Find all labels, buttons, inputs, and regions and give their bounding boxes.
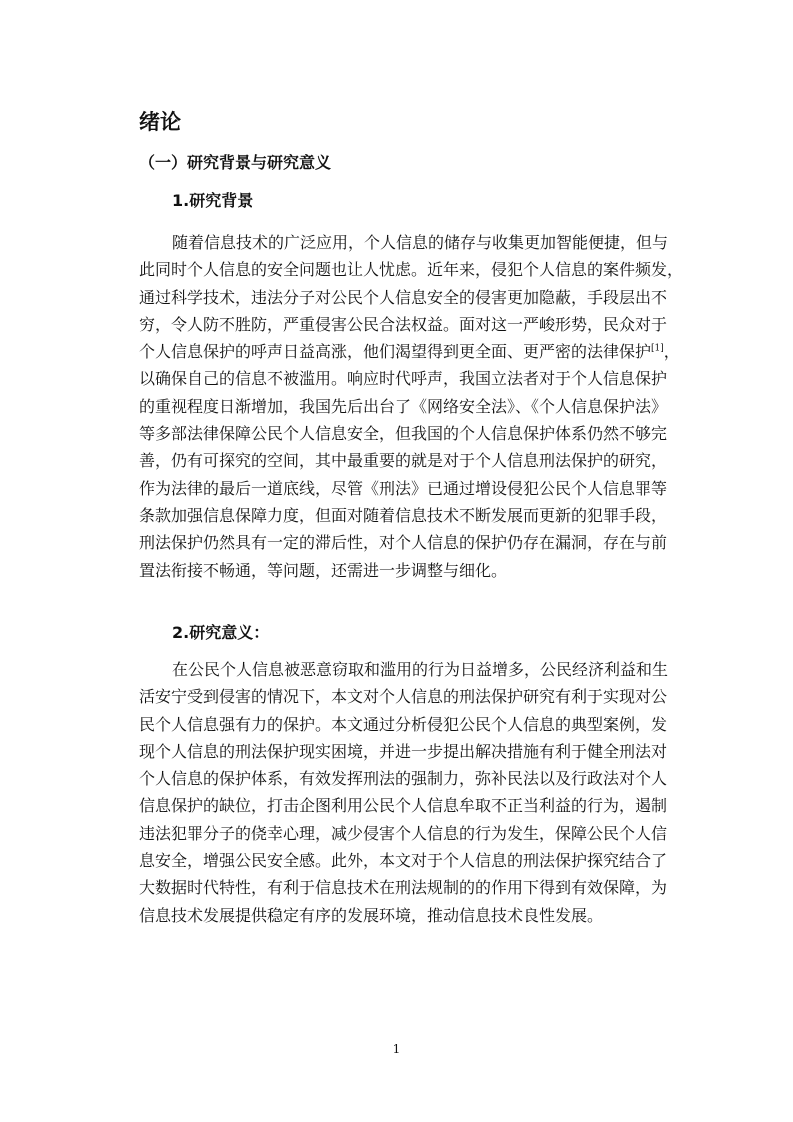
paragraph-line: 大数据时代特性，有利于信息技术在刑法规制的的作用下得到有效保障，为 — [139, 878, 668, 898]
paragraph-line-with-footnote — [139, 338, 680, 365]
footnote-suffix: ， — [663, 342, 680, 362]
paragraph-line: 此同时个人信息的安全问题也让人忧虑。近年来，侵犯个人信息的案件频发， — [139, 260, 684, 280]
paragraph-line: 善，仍有可探究的空间，其中最重要的就是对于个人信息刑法保护的研究， — [139, 451, 668, 471]
paragraph-line: 活安宁受到侵害的情况下，本文对个人信息的刑法保护研究有利于实现对公 — [139, 687, 668, 707]
paragraph-line: 信息技术发展提供稳定有序的发展环境，推动信息技术良性发展。 — [139, 905, 604, 925]
paragraph-line: 等多部法律保障公民个人信息安全，但我国的个人信息保护体系仍然不够完 — [139, 424, 668, 444]
subsection-heading-significance: 2.研究意义： — [172, 623, 270, 642]
paragraph-research-background — [139, 229, 684, 584]
paragraph-line: 以确保自己的信息不被滥用。响应时代呼声，我国立法者对于个人信息保护 — [139, 369, 668, 389]
paragraph-line: 随着信息技术的广泛应用，个人信息的储存与收集更加智能便捷，但与 — [172, 233, 669, 252]
paragraph-line-text: 个人信息保护的呼声日益高涨，他们渴望得到更全面、更严密的法律保护 — [139, 342, 652, 362]
paragraph-line: 信息保护的缺位，打击企图利用公民个人信息牟取不正当利益的行为，遏制 — [139, 796, 668, 816]
paragraph-line: 条款加强信息保障力度，但面对随着信息技术不断发展而更新的犯罪手段， — [139, 505, 668, 525]
footnote-reference[interactable]: [1] — [651, 343, 664, 354]
chapter-title: 绪论 — [139, 110, 181, 134]
paragraph-line: 息安全，增强公民安全感。此外，本文对于个人信息的刑法保护探究结合了 — [139, 851, 668, 871]
section-heading: （一）研究背景与研究意义 — [139, 153, 332, 172]
subsection-heading-background: 1.研究背景 — [172, 191, 254, 210]
paragraph-research-significance — [139, 656, 669, 929]
paragraph-line: 穷，令人防不胜防，严重侵害公民合法权益。面对这一严峻形势，民众对于 — [139, 314, 668, 334]
paragraph-line: 的重视程度日渐增加，我国先后出台了《网络安全法》、《个人信息保护法》 — [139, 396, 668, 416]
paragraph-line: 通过科学技术，违法分子对公民个人信息安全的侵害更加隐蔽，手段层出不 — [139, 287, 668, 307]
paragraph-line: 民个人信息强有力的保护。本文通过分析侵犯公民个人信息的典型案例，发 — [139, 714, 668, 734]
page-number: 1 — [392, 1042, 401, 1056]
paragraph-line: 刑法保护仍然具有一定的滞后性，对个人信息的保护仍存在漏洞，存在与前 — [139, 533, 668, 553]
paragraph-line: 在公民个人信息被恶意窃取和滥用的行为日益增多，公民经济利益和生 — [172, 660, 669, 679]
paragraph-line: 个人信息的保护体系，有效发挥刑法的强制力，弥补民法以及行政法对个人 — [139, 769, 668, 789]
paragraph-line: 置法衔接不畅通，等问题，还需进一步调整与细化。 — [139, 560, 508, 580]
paragraph-line: 作为法律的最后一道底线，尽管《刑法》已通过增设侵犯公民个人信息罪等 — [139, 478, 668, 498]
paragraph-line: 违法犯罪分子的侥幸心理，减少侵害个人信息的行为发生，保障公民个人信 — [139, 823, 668, 843]
paragraph-line: 现个人信息的刑法保护现实困境，并进一步提出解决措施有利于健全刑法对 — [139, 741, 668, 761]
